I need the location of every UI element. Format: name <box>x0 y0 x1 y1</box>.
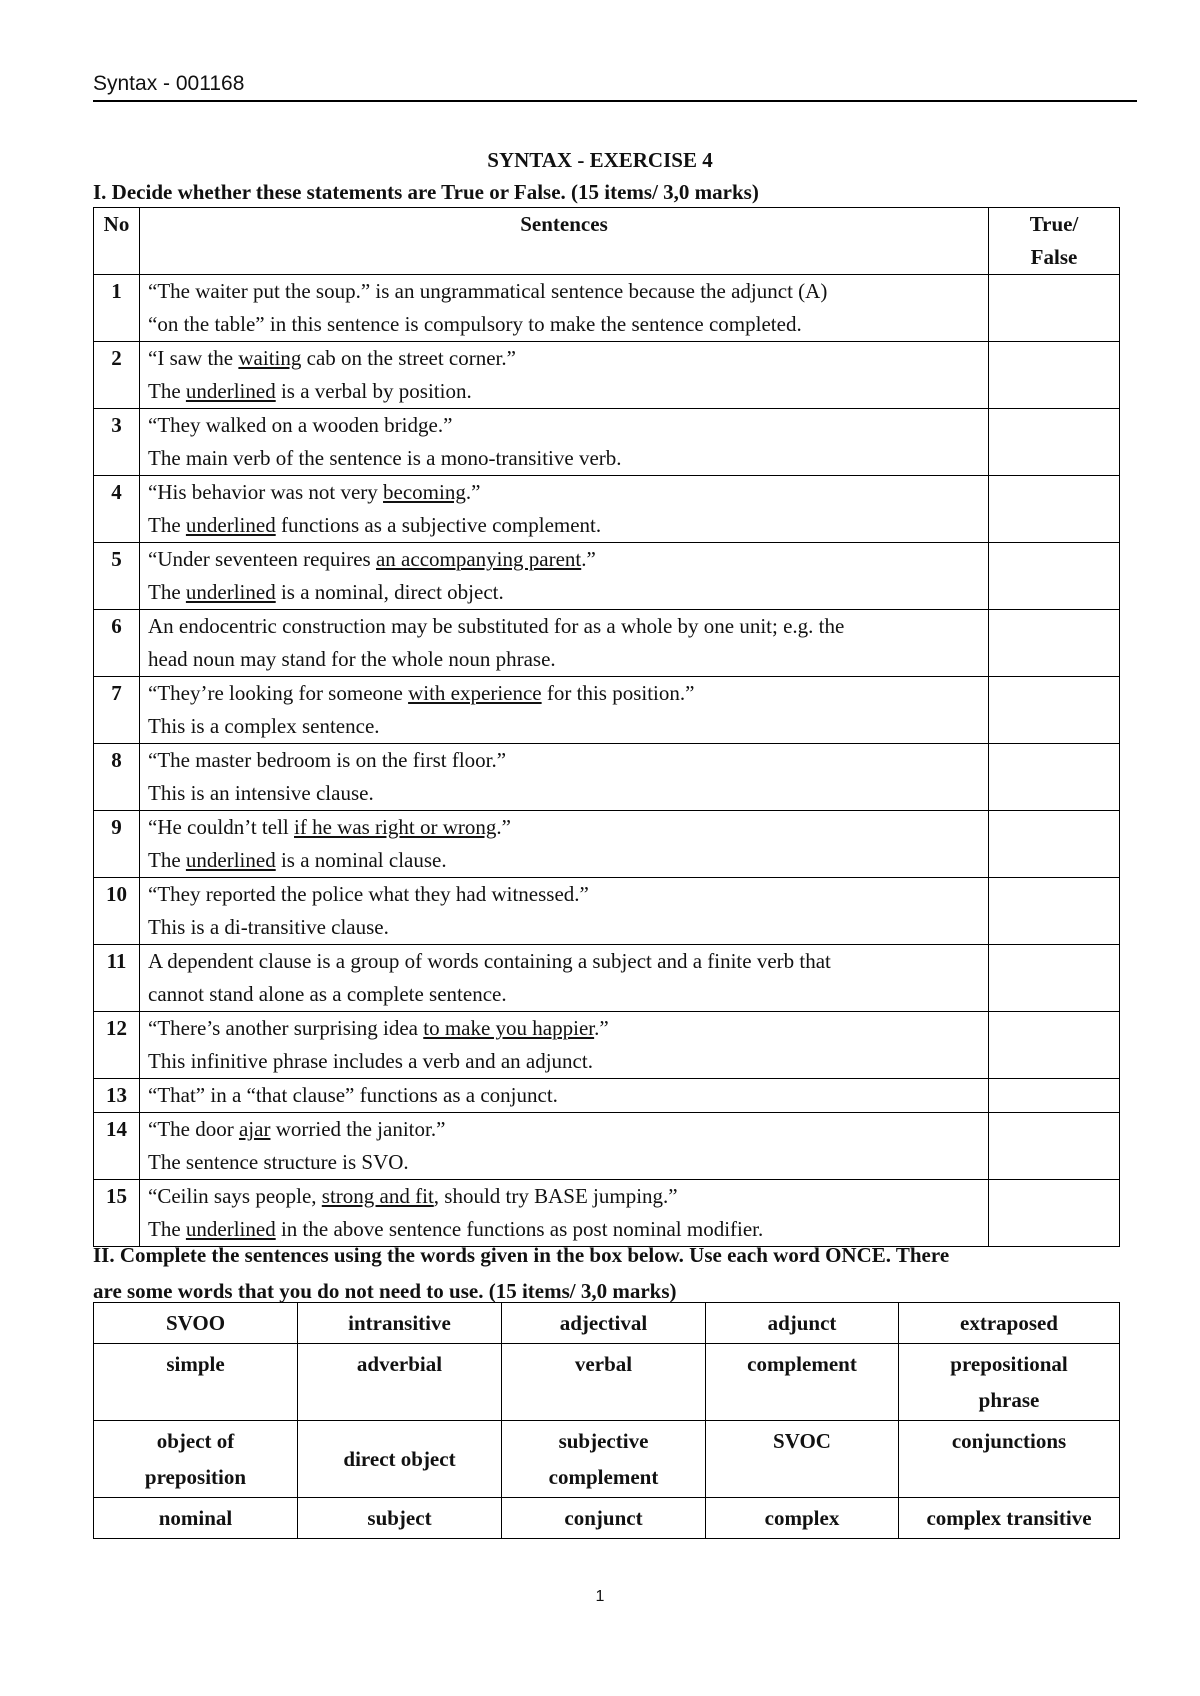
sentence-text: “His behavior was not very <box>148 480 384 504</box>
sentence-line <box>148 677 980 710</box>
sentence-cell <box>140 342 989 409</box>
word-row <box>94 1344 1120 1421</box>
sentence-cell <box>140 409 989 476</box>
underlined-text: underlined <box>185 379 276 403</box>
sentence-text: A dependent clause is a group of words containing a subject and a finite verb that <box>148 949 831 973</box>
item-number: 4 <box>94 476 140 543</box>
word-text: nominal <box>158 1506 233 1530</box>
word-row <box>94 1498 1120 1539</box>
word-text: conjunct <box>564 1506 643 1530</box>
sentence-line <box>148 576 980 609</box>
sentence-text: “They reported the police what they had witnessed.” <box>148 882 589 906</box>
answer-cell[interactable] <box>989 409 1120 476</box>
sentence-text: is a nominal clause. <box>275 848 447 872</box>
word-text: complex <box>764 1506 840 1530</box>
sentence-text: , should try BASE jumping.” <box>433 1184 678 1208</box>
word-row <box>94 1303 1120 1344</box>
sentence-text: “They’re looking for someone <box>148 681 409 705</box>
sentence-text: cab on the street corner.” <box>301 346 516 370</box>
word-cell <box>502 1498 706 1539</box>
document-title: SYNTAX - EXERCISE 4 <box>487 148 713 172</box>
column-header-true-false <box>989 208 1120 275</box>
answer-cell[interactable] <box>989 1113 1120 1180</box>
answer-cell[interactable] <box>989 945 1120 1012</box>
underlined-text: an accompanying parent <box>375 547 582 571</box>
word-cell <box>899 1421 1120 1498</box>
sentence-line <box>148 509 980 542</box>
word-cell <box>94 1344 298 1421</box>
column-header-sentences: Sentences <box>140 208 989 275</box>
item-number: 15 <box>94 1180 140 1247</box>
item-number: 10 <box>94 878 140 945</box>
sentence-line <box>148 409 980 442</box>
word-text: conjunctions <box>951 1429 1067 1453</box>
item-number: 1 <box>94 275 140 342</box>
sentence-text: head noun may stand for the whole noun phrase. <box>148 647 556 671</box>
word-cell <box>94 1303 298 1344</box>
sentence-line <box>148 744 980 777</box>
sentence-line <box>148 844 980 877</box>
item-number: 2 <box>94 342 140 409</box>
word-cell <box>899 1344 1120 1421</box>
sentence-line <box>148 777 980 810</box>
underlined-text: underlined <box>185 848 276 872</box>
table-row <box>94 476 1120 543</box>
sentence-cell <box>140 677 989 744</box>
word-box-table <box>93 1302 1120 1539</box>
sentence-line <box>148 342 980 375</box>
sentence-line <box>148 1180 980 1213</box>
sentence-cell <box>140 1113 989 1180</box>
answer-cell[interactable] <box>989 1079 1120 1113</box>
sentence-text: cannot stand alone as a complete sentence. <box>148 982 507 1006</box>
word-text: complex transitive <box>926 1506 1092 1530</box>
word-cell <box>298 1344 502 1421</box>
running-header: Syntax - 001168 <box>93 72 245 95</box>
sentence-text: “They walked on a wooden bridge.” <box>148 413 453 437</box>
sentence-cell <box>140 275 989 342</box>
sentence-text: The <box>148 848 186 872</box>
underlined-text: waiting <box>238 346 302 370</box>
sentence-line <box>148 610 980 643</box>
sentence-text: .” <box>594 1016 609 1040</box>
word-text: complement <box>747 1352 857 1376</box>
sentence-line <box>148 1079 980 1112</box>
answer-cell[interactable] <box>989 677 1120 744</box>
sentence-text: in the above sentence functions as post nominal modifier. <box>275 1217 764 1241</box>
page-number: 1 <box>595 1588 605 1605</box>
sentence-cell <box>140 610 989 677</box>
sentence-text: “The waiter put the soup.” is an ungrammatical sentence because the adjunct (A) <box>148 279 828 303</box>
sentence-line <box>148 978 980 1011</box>
true-false-table <box>93 207 1120 1247</box>
table-row <box>94 275 1120 342</box>
word-text: subjective <box>558 1429 649 1453</box>
answer-cell[interactable] <box>989 744 1120 811</box>
sentence-text: worried the janitor.” <box>270 1117 446 1141</box>
sentence-line <box>148 442 980 475</box>
tf-header-line-2: False <box>1030 245 1078 269</box>
underlined-text: becoming <box>383 480 466 504</box>
word-text: adverbial <box>356 1352 443 1376</box>
underlined-text: underlined <box>185 580 276 604</box>
sentence-text: The sentence structure is SVO. <box>148 1150 409 1174</box>
table-row <box>94 878 1120 945</box>
word-text: extraposed <box>960 1311 1058 1335</box>
word-text: SVOO <box>165 1311 226 1335</box>
item-number: 14 <box>94 1113 140 1180</box>
answer-cell[interactable] <box>989 275 1120 342</box>
underlined-text: ajar <box>238 1117 271 1141</box>
sentence-text: “There’s another surprising idea <box>148 1016 424 1040</box>
sentence-line <box>148 1146 980 1179</box>
word-cell <box>502 1421 706 1498</box>
word-cell <box>298 1303 502 1344</box>
word-text: direct object <box>343 1447 456 1471</box>
sentence-text: The <box>148 379 186 403</box>
sentence-text: “The door <box>148 1117 239 1141</box>
sentence-line <box>148 878 980 911</box>
sentence-text: The main verb of the sentence is a mono-transitive verb. <box>148 446 622 470</box>
word-cell <box>502 1344 706 1421</box>
sentence-line <box>148 643 980 676</box>
word-cell <box>899 1303 1120 1344</box>
word-text: complement <box>548 1465 659 1489</box>
sentence-line <box>148 945 980 978</box>
table-row <box>94 342 1120 409</box>
sentence-line <box>148 308 980 341</box>
sentence-line <box>148 1012 980 1045</box>
word-cell <box>706 1421 899 1498</box>
section-2-heading-line-1: II. Complete the sentences using the words given in the box below. Use each word ONCE. There <box>93 1243 950 1267</box>
table-header-row <box>94 208 1120 275</box>
table-row <box>94 945 1120 1012</box>
table-row <box>94 610 1120 677</box>
table-row <box>94 543 1120 610</box>
word-cell <box>706 1344 899 1421</box>
sentence-text: This is a di-transitive clause. <box>148 915 389 939</box>
sentence-text: “The master bedroom is on the first floor.” <box>148 748 507 772</box>
word-text: object of <box>156 1429 235 1453</box>
sentence-cell <box>140 945 989 1012</box>
sentence-text: “I saw the <box>148 346 239 370</box>
underlined-text: strong and fit <box>321 1184 434 1208</box>
sentence-text: “on the table” in this sentence is compulsory to make the sentence completed. <box>148 312 802 336</box>
answer-cell[interactable] <box>989 610 1120 677</box>
item-number: 9 <box>94 811 140 878</box>
sentence-cell <box>140 543 989 610</box>
column-header-no: No <box>94 208 140 275</box>
word-text: subject <box>367 1506 432 1530</box>
sentence-text: .” <box>496 815 511 839</box>
sentence-text: “Ceilin says people, <box>148 1184 322 1208</box>
section-2-heading-line-2: are some words that you do not need to use. (15 items/ 3,0 marks) <box>93 1279 677 1303</box>
item-number: 12 <box>94 1012 140 1079</box>
sentence-text: An endocentric construction may be substituted for as a whole by one unit; e.g. the <box>148 614 845 638</box>
sentence-cell <box>140 878 989 945</box>
item-number: 8 <box>94 744 140 811</box>
tf-header-line-1: True/ <box>1029 212 1079 236</box>
sentence-cell <box>140 811 989 878</box>
sentence-cell <box>140 1079 989 1113</box>
answer-cell[interactable] <box>989 342 1120 409</box>
section-1-heading: I. Decide whether these statements are True or False. (15 items/ 3,0 marks) <box>93 180 759 204</box>
sentence-text: “That” in a “that clause” functions as a conjunct. <box>148 1083 558 1107</box>
word-text: adjectival <box>559 1311 648 1335</box>
underlined-text: underlined <box>185 513 276 537</box>
sentence-text: This is an intensive clause. <box>148 781 374 805</box>
word-text: phrase <box>978 1388 1040 1412</box>
sentence-text: The <box>148 580 186 604</box>
item-number: 6 <box>94 610 140 677</box>
word-cell <box>298 1421 502 1498</box>
table-row <box>94 1079 1120 1113</box>
table-row <box>94 1113 1120 1180</box>
word-text: SVOC <box>773 1429 831 1453</box>
word-cell <box>94 1421 298 1498</box>
answer-cell[interactable] <box>989 878 1120 945</box>
word-cell <box>706 1303 899 1344</box>
underlined-text: underlined <box>185 1217 276 1241</box>
sentence-text: This is a complex sentence. <box>148 714 380 738</box>
word-cell <box>298 1498 502 1539</box>
sentence-text: The <box>148 513 186 537</box>
underlined-text: with experience <box>408 681 542 705</box>
sentence-text: is a verbal by position. <box>275 379 472 403</box>
table-row <box>94 744 1120 811</box>
answer-cell[interactable] <box>989 1012 1120 1079</box>
sentence-cell <box>140 744 989 811</box>
item-number: 11 <box>94 945 140 1012</box>
word-text: simple <box>166 1352 225 1376</box>
sentence-text: .” <box>465 480 481 504</box>
underlined-text: to make you happier <box>423 1016 595 1040</box>
item-number: 5 <box>94 543 140 610</box>
answer-cell[interactable] <box>989 543 1120 610</box>
sentence-text: This infinitive phrase includes a verb and an adjunct. <box>148 1049 593 1073</box>
word-row <box>94 1421 1120 1498</box>
sentence-text: “He couldn’t tell <box>148 815 294 839</box>
underlined-text: if he was right or wrong <box>294 815 497 839</box>
item-number: 3 <box>94 409 140 476</box>
sentence-text: is a nominal, direct object. <box>275 580 504 604</box>
answer-cell[interactable] <box>989 476 1120 543</box>
header-rule <box>93 100 1137 102</box>
sentence-line <box>148 543 980 576</box>
sentence-text: functions as a subjective complement. <box>275 513 602 537</box>
sentence-text: The <box>148 1217 186 1241</box>
word-cell <box>706 1498 899 1539</box>
table-row <box>94 1012 1120 1079</box>
sentence-text: .” <box>581 547 596 571</box>
sentence-line <box>148 275 980 308</box>
sentence-line <box>148 811 980 844</box>
sentence-line <box>148 911 980 944</box>
word-cell <box>94 1498 298 1539</box>
sentence-line <box>148 476 980 509</box>
word-text: preposition <box>144 1465 247 1489</box>
table-row <box>94 409 1120 476</box>
sentence-line <box>148 710 980 743</box>
word-text: verbal <box>574 1352 633 1376</box>
table-row <box>94 811 1120 878</box>
word-cell <box>899 1498 1120 1539</box>
sentence-text: “Under seventeen requires <box>148 547 376 571</box>
item-number: 13 <box>94 1079 140 1113</box>
sentence-line <box>148 1113 980 1146</box>
word-text: prepositional <box>950 1352 1068 1376</box>
sentence-line <box>148 375 980 408</box>
table-row <box>94 677 1120 744</box>
word-cell <box>502 1303 706 1344</box>
word-text: adjunct <box>767 1311 837 1335</box>
sentence-cell <box>140 1012 989 1079</box>
word-text: intransitive <box>348 1311 451 1335</box>
sentence-cell <box>140 476 989 543</box>
item-number: 7 <box>94 677 140 744</box>
sentence-line <box>148 1045 980 1078</box>
section-2-heading <box>93 1237 1119 1309</box>
answer-cell[interactable] <box>989 811 1120 878</box>
sentence-text: for this position.” <box>541 681 695 705</box>
